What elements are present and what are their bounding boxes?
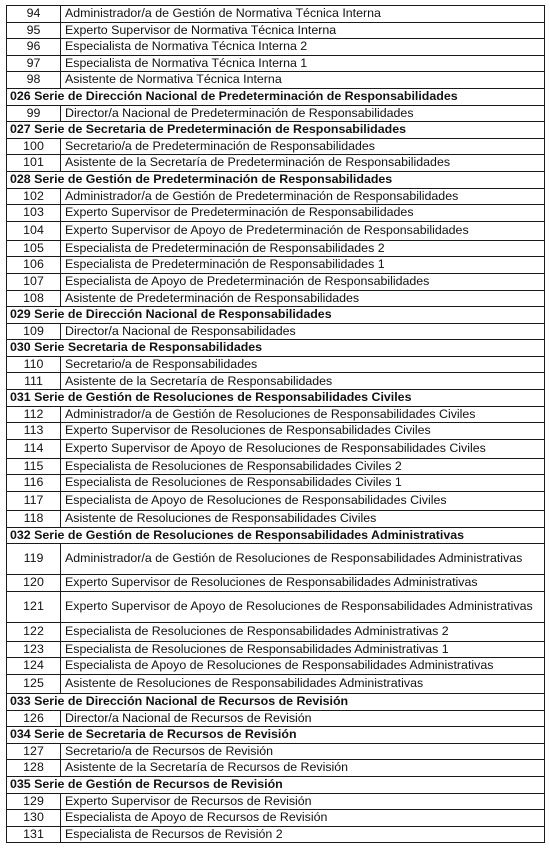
position-row bbox=[7, 22, 545, 39]
position-row bbox=[7, 622, 545, 641]
series-header-row bbox=[7, 694, 545, 711]
position-title: Director/a Nacional de Predeterminación de Responsabilidades bbox=[61, 105, 545, 122]
positions-table-body bbox=[7, 6, 545, 843]
series-header-row bbox=[7, 527, 545, 544]
position-row bbox=[7, 658, 545, 675]
series-header: 028 Serie de Gestión de Predeterminación de Responsabilidades bbox=[7, 171, 545, 188]
position-title: Asistente de Resoluciones de Responsabilidades Administrativas bbox=[61, 675, 545, 694]
position-number: 128 bbox=[7, 760, 61, 777]
position-title: Experto Supervisor de Resoluciones de Responsabilidades Civiles bbox=[61, 423, 545, 440]
position-title: Experto Supervisor de Predeterminación de Responsabilidades bbox=[61, 205, 545, 222]
position-row bbox=[7, 406, 545, 423]
position-number: 113 bbox=[7, 423, 61, 440]
position-number: 114 bbox=[7, 439, 61, 458]
position-title: Especialista de Resoluciones de Responsabilidades Civiles 2 bbox=[61, 458, 545, 475]
position-title: Experto Supervisor de Resoluciones de Responsabilidades Administrativas bbox=[61, 575, 545, 592]
position-number: 122 bbox=[7, 622, 61, 641]
position-title: Asistente de Predeterminación de Responsabilidades bbox=[61, 290, 545, 307]
position-row bbox=[7, 675, 545, 694]
position-number: 125 bbox=[7, 675, 61, 694]
position-number: 103 bbox=[7, 205, 61, 222]
position-row bbox=[7, 458, 545, 475]
position-row bbox=[7, 575, 545, 592]
position-title: Especialista de Predeterminación de Responsabilidades 2 bbox=[61, 240, 545, 257]
series-header-row bbox=[7, 340, 545, 357]
position-number: 118 bbox=[7, 511, 61, 528]
position-number: 97 bbox=[7, 55, 61, 72]
series-header: 026 Serie de Dirección Nacional de Predeterminación de Responsabilidades bbox=[7, 88, 545, 105]
series-header-row bbox=[7, 776, 545, 793]
position-row bbox=[7, 240, 545, 257]
series-header: 027 Serie de Secretaria de Predeterminación de Responsabilidades bbox=[7, 122, 545, 139]
position-title: Especialista de Normativa Técnica Interna 1 bbox=[61, 55, 545, 72]
position-row bbox=[7, 155, 545, 172]
position-title: Asistente de Resoluciones de Responsabilidades Civiles bbox=[61, 511, 545, 528]
position-title: Director/a Nacional de Responsabilidades bbox=[61, 323, 545, 340]
position-number: 104 bbox=[7, 221, 61, 240]
positions-table bbox=[6, 5, 545, 843]
position-number: 109 bbox=[7, 323, 61, 340]
position-title: Asistente de la Secretaría de Predeterminación de Responsabilidades bbox=[61, 155, 545, 172]
position-title: Secretario/a de Predeterminación de Responsabilidades bbox=[61, 138, 545, 155]
series-header: 034 Serie de Secretaria de Recursos de Revisión bbox=[7, 727, 545, 744]
position-row bbox=[7, 423, 545, 440]
position-row bbox=[7, 323, 545, 340]
series-header: 033 Serie de Dirección Nacional de Recursos de Revisión bbox=[7, 694, 545, 711]
position-title: Especialista de Apoyo de Predeterminación de Responsabilidades bbox=[61, 273, 545, 290]
position-number: 120 bbox=[7, 575, 61, 592]
series-header-row bbox=[7, 171, 545, 188]
position-row bbox=[7, 710, 545, 727]
position-row bbox=[7, 6, 545, 23]
position-row bbox=[7, 544, 545, 575]
position-row bbox=[7, 439, 545, 458]
position-row bbox=[7, 105, 545, 122]
series-header-row bbox=[7, 727, 545, 744]
series-header: 030 Serie Secretaria de Responsabilidades bbox=[7, 340, 545, 357]
position-title: Experto Supervisor de Recursos de Revisión bbox=[61, 793, 545, 810]
position-row bbox=[7, 475, 545, 492]
position-number: 115 bbox=[7, 458, 61, 475]
position-row bbox=[7, 290, 545, 307]
position-title: Administrador/a de Gestión de Resoluciones de Responsabilidades Administrativas bbox=[61, 544, 545, 575]
position-number: 110 bbox=[7, 356, 61, 373]
position-row bbox=[7, 205, 545, 222]
position-title: Experto Supervisor de Apoyo de Predeterminación de Responsabilidades bbox=[61, 221, 545, 240]
position-row bbox=[7, 221, 545, 240]
position-row bbox=[7, 641, 545, 658]
position-number: 123 bbox=[7, 641, 61, 658]
position-number: 108 bbox=[7, 290, 61, 307]
position-number: 117 bbox=[7, 492, 61, 511]
position-number: 98 bbox=[7, 72, 61, 89]
position-row bbox=[7, 72, 545, 89]
position-number: 116 bbox=[7, 475, 61, 492]
position-title: Asistente de Normativa Técnica Interna bbox=[61, 72, 545, 89]
position-title: Especialista de Apoyo de Resoluciones de Responsabilidades Civiles bbox=[61, 492, 545, 511]
position-number: 105 bbox=[7, 240, 61, 257]
position-number: 131 bbox=[7, 826, 61, 843]
series-header: 032 Serie de Gestión de Resoluciones de Responsabilidades Administrativas bbox=[7, 527, 545, 544]
position-number: 130 bbox=[7, 810, 61, 827]
position-title: Experto Supervisor de Normativa Técnica Interna bbox=[61, 22, 545, 39]
position-number: 112 bbox=[7, 406, 61, 423]
position-number: 124 bbox=[7, 658, 61, 675]
position-row bbox=[7, 760, 545, 777]
position-row bbox=[7, 257, 545, 274]
position-row bbox=[7, 826, 545, 843]
position-number: 106 bbox=[7, 257, 61, 274]
series-header-row bbox=[7, 88, 545, 105]
position-row bbox=[7, 273, 545, 290]
position-title: Especialista de Normativa Técnica Interna 2 bbox=[61, 39, 545, 56]
position-title: Asistente de la Secretaría de Responsabilidades bbox=[61, 373, 545, 390]
position-row bbox=[7, 793, 545, 810]
position-number: 127 bbox=[7, 743, 61, 760]
document-page bbox=[6, 5, 545, 843]
position-row bbox=[7, 810, 545, 827]
position-row bbox=[7, 356, 545, 373]
position-title: Especialista de Predeterminación de Responsabilidades 1 bbox=[61, 257, 545, 274]
position-row bbox=[7, 591, 545, 622]
position-title: Especialista de Apoyo de Recursos de Revisión bbox=[61, 810, 545, 827]
position-row bbox=[7, 39, 545, 56]
position-number: 119 bbox=[7, 544, 61, 575]
series-header-row bbox=[7, 307, 545, 324]
position-number: 95 bbox=[7, 22, 61, 39]
position-number: 96 bbox=[7, 39, 61, 56]
position-row bbox=[7, 373, 545, 390]
position-number: 107 bbox=[7, 273, 61, 290]
position-row bbox=[7, 188, 545, 205]
position-title: Secretario/a de Responsabilidades bbox=[61, 356, 545, 373]
position-number: 94 bbox=[7, 6, 61, 23]
series-header: 035 Serie de Gestión de Recursos de Revisión bbox=[7, 776, 545, 793]
position-number: 101 bbox=[7, 155, 61, 172]
position-row bbox=[7, 492, 545, 511]
position-number: 111 bbox=[7, 373, 61, 390]
position-number: 102 bbox=[7, 188, 61, 205]
position-title: Administrador/a de Gestión de Resoluciones de Responsabilidades Civiles bbox=[61, 406, 545, 423]
position-title: Especialista de Resoluciones de Responsabilidades Administrativas 1 bbox=[61, 641, 545, 658]
position-title: Especialista de Resoluciones de Responsabilidades Civiles 1 bbox=[61, 475, 545, 492]
position-title: Especialista de Apoyo de Resoluciones de Responsabilidades Administrativas bbox=[61, 658, 545, 675]
position-number: 126 bbox=[7, 710, 61, 727]
position-row bbox=[7, 511, 545, 528]
series-header-row bbox=[7, 122, 545, 139]
position-title: Asistente de la Secretaría de Recursos de Revisión bbox=[61, 760, 545, 777]
position-title: Experto Supervisor de Apoyo de Resoluciones de Responsabilidades Civiles bbox=[61, 439, 545, 458]
position-row bbox=[7, 55, 545, 72]
position-title: Especialista de Recursos de Revisión 2 bbox=[61, 826, 545, 843]
position-title: Secretario/a de Recursos de Revisión bbox=[61, 743, 545, 760]
series-header: 031 Serie de Gestión de Resoluciones de Responsabilidades Civiles bbox=[7, 390, 545, 407]
position-row bbox=[7, 743, 545, 760]
position-title: Director/a Nacional de Recursos de Revisión bbox=[61, 710, 545, 727]
position-number: 100 bbox=[7, 138, 61, 155]
position-title: Administrador/a de Gestión de Normativa Técnica Interna bbox=[61, 6, 545, 23]
position-title: Administrador/a de Gestión de Predeterminación de Responsabilidades bbox=[61, 188, 545, 205]
position-number: 99 bbox=[7, 105, 61, 122]
series-header: 029 Serie de Dirección Nacional de Responsabilidades bbox=[7, 307, 545, 324]
position-number: 121 bbox=[7, 591, 61, 622]
position-title: Especialista de Resoluciones de Responsabilidades Administrativas 2 bbox=[61, 622, 545, 641]
position-number: 129 bbox=[7, 793, 61, 810]
position-row bbox=[7, 138, 545, 155]
series-header-row bbox=[7, 390, 545, 407]
position-title: Experto Supervisor de Apoyo de Resoluciones de Responsabilidades Administrativas bbox=[61, 591, 545, 622]
